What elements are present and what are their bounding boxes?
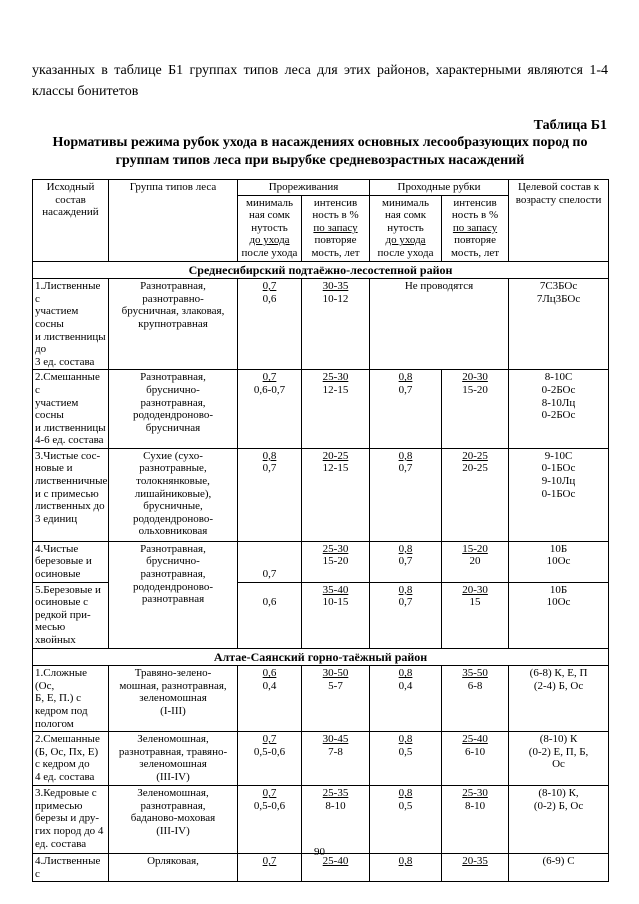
cell-thinning-intensity: 30-45 7-8 xyxy=(302,732,370,786)
cell-passage-density: 0,8 0,5 xyxy=(370,732,442,786)
region-row xyxy=(33,648,609,666)
cell-thinning-density: 0,7 0,5-0,6 xyxy=(238,786,302,854)
header-forest-type: Группа типов леса xyxy=(109,180,238,262)
cell-passage-density: 0,8 0,7 xyxy=(370,370,442,449)
header-target-composition: Целевой состав к возрасту спелости xyxy=(509,180,609,262)
cell-passage-intensity: 20-35 xyxy=(442,854,509,882)
cell-target: (6-9) С xyxy=(509,854,609,882)
cell-thinning-density: 0,6 0,4 xyxy=(238,666,302,732)
table-label: Таблица Б1 xyxy=(533,118,607,133)
cell-target: (6-8) К, Е, П (2-4) Б, Ос xyxy=(509,666,609,732)
region-title: Алтае-Саянский горно-таёжный район xyxy=(33,648,609,666)
cell-passage-density: 0,8 0,7 xyxy=(370,582,442,648)
intro-paragraph: указанных в таблице Б1 группах типов леса для этих районов, характерными являются 1-4 классы бонитетов xyxy=(32,63,608,99)
header-composition: Исходный состав насаждений xyxy=(33,180,109,262)
cell-thinning-intensity: 20-25 12-15 xyxy=(302,448,370,541)
table-row xyxy=(33,279,609,370)
cell-thinning-density: 0,7 xyxy=(238,541,302,582)
subheader-thinning-density: минималь ная сомк нутость до ухода после ухода xyxy=(238,195,302,261)
cell-thinning-density: 0,7 0,6 xyxy=(238,279,302,370)
cell-passage-density: 0,8 xyxy=(370,854,442,882)
cell-composition: 4.Лиственные с xyxy=(33,854,109,882)
cell-forest-type: Орляковая, xyxy=(109,854,238,882)
cell-composition: 1.Лиственные с участием сосны и лиственницы до 3 ед. состава xyxy=(33,279,109,370)
cell-thinning-density: 0,7 0,6-0,7 xyxy=(238,370,302,449)
header-passage-cuttings: Проходные рубки xyxy=(370,180,509,196)
subheader-passage-intensity: интенсив ность в % по запасу повторяе мость, лет xyxy=(442,195,509,261)
cell-composition: 1.Сложные (Ос, Б, Е, П.) с кедром под пологом xyxy=(33,666,109,732)
cell-thinning-density: 0,6 xyxy=(238,582,302,648)
region-title: Среднесибирский подтаёжно-лесостепной район xyxy=(33,261,609,279)
table-row xyxy=(33,370,609,449)
cell-passage-intensity: 25-40 6-10 xyxy=(442,732,509,786)
cell-target: 10Б 10Ос xyxy=(509,582,609,648)
cell-forest-type: Разнотравная, разнотравно- брусничная, злаковая, крупнотравная xyxy=(109,279,238,370)
cell-thinning-density: 0,7 xyxy=(238,854,302,882)
cell-target: 10Б 10Ос xyxy=(509,541,609,582)
cell-thinning-intensity: 25-40 xyxy=(302,854,370,882)
cell-target: 8-10С 0-2БОс 8-10Лц 0-2БОс xyxy=(509,370,609,449)
cell-passage-intensity: 20-30 15 xyxy=(442,582,509,648)
cell-target: 7С3БОс 7Лц3БОс xyxy=(509,279,609,370)
cell-forest-type: Сухие (сухо- разнотравные, толокнянковые, лишайниковые), брусничные, рододендроново- ольховниковая xyxy=(109,448,238,541)
cell-passage-intensity: 20-30 15-20 xyxy=(442,370,509,449)
cell-composition: 2.Смешанные (Б, Ос, Пх, Е) с кедром до 4 ед. состава xyxy=(33,732,109,786)
cell-forest-type: Зеленомошная, разнотравная, баданово-моховая (III-IV) xyxy=(109,786,238,854)
cell-passage-intensity: 25-30 8-10 xyxy=(442,786,509,854)
cell-composition: 4.Чистые березовые и осиновые xyxy=(33,541,109,582)
cell-passage-density: 0,8 0,4 xyxy=(370,666,442,732)
table-row xyxy=(33,666,609,732)
cell-thinning-intensity: 25-30 15-20 xyxy=(302,541,370,582)
cell-forest-type: Травяно-зелено- мошная, разнотравная, зеленомошная (I-III) xyxy=(109,666,238,732)
cell-passage-density: 0,8 0,7 xyxy=(370,448,442,541)
cell-thinning-intensity: 25-30 12-15 xyxy=(302,370,370,449)
cell-composition: 3.Чистые сос- новые и лиственничные и с примесью лиственных до 3 единиц xyxy=(33,448,109,541)
table-row xyxy=(33,448,609,541)
header-thinning: Прореживания xyxy=(238,180,370,196)
table-title: Нормативы режима рубок ухода в насаждениях основных лесообразующих пород по группам типов леса при вырубке средневозрастных насаждений xyxy=(52,135,588,168)
cell-target: 9-10С 0-1БОс 9-10Лц 0-1БОс xyxy=(509,448,609,541)
page-number: 90 xyxy=(314,846,325,858)
cell-forest-type: Разнотравная, бруснично- разнотравная, рододендроново- брусничная xyxy=(109,370,238,449)
cell-passage-density: 0,8 0,7 xyxy=(370,541,442,582)
cell-passage-intensity: 15-20 20 xyxy=(442,541,509,582)
cell-composition: 3.Кедровые с примесью березы и дру- гих пород до 4 ед. состава xyxy=(33,786,109,854)
cell-composition: 5.Березовые и осиновые с редкой при- месью хвойных xyxy=(33,582,109,648)
cell-thinning-intensity: 25-35 8-10 xyxy=(302,786,370,854)
cell-forest-type: Разнотравная, бруснично- разнотравная, рододендроново- разнотравная xyxy=(109,541,238,648)
cell-not-conducted: Не проводятся xyxy=(370,279,509,370)
table-row xyxy=(33,786,609,854)
subheader-passage-density: минималь ная сомк нутость до ухода после ухода xyxy=(370,195,442,261)
cell-forest-type: Зеленомошная, разнотравная, травяно- зеленомошная (III-IV) xyxy=(109,732,238,786)
cell-thinning-intensity: 30-35 10-12 xyxy=(302,279,370,370)
header-row-1 xyxy=(33,180,609,196)
cell-thinning-density: 0,8 0,7 xyxy=(238,448,302,541)
norms-table xyxy=(32,179,609,882)
cell-target: (8-10) К, (0-2) Б, Ос xyxy=(509,786,609,854)
cell-passage-density: 0,8 0,5 xyxy=(370,786,442,854)
cell-thinning-intensity: 30-50 5-7 xyxy=(302,666,370,732)
cell-thinning-density: 0,7 0,5-0,6 xyxy=(238,732,302,786)
subheader-thinning-intensity: интенсив ность в % по запасу повторяе мость, лет xyxy=(302,195,370,261)
cell-passage-intensity: 20-25 20-25 xyxy=(442,448,509,541)
table-row xyxy=(33,732,609,786)
region-row xyxy=(33,261,609,279)
cell-composition: 2.Смешанные с участием сосны и лиственницы 4-6 ед. состава xyxy=(33,370,109,449)
cell-target: (8-10) К (0-2) Е, П, Б, Ос xyxy=(509,732,609,786)
table-row xyxy=(33,541,609,582)
cell-passage-intensity: 35-50 6-8 xyxy=(442,666,509,732)
cell-thinning-intensity: 35-40 10-15 xyxy=(302,582,370,648)
